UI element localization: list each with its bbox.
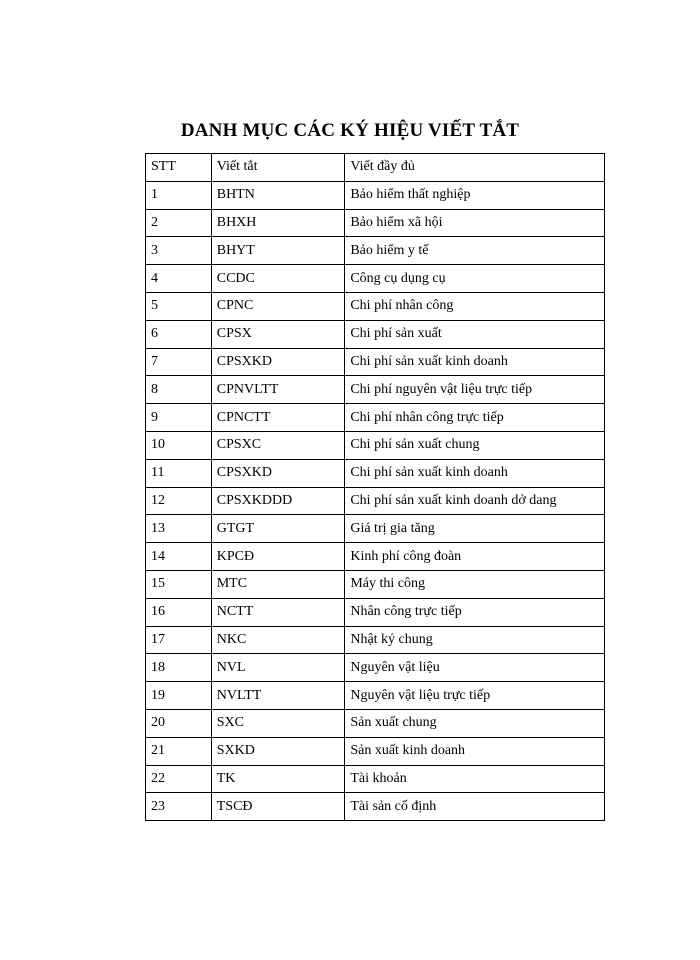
cell-abbreviation: BHXH — [211, 209, 345, 237]
cell-stt: 20 — [146, 709, 212, 737]
cell-abbreviation: CPNCTT — [211, 404, 345, 432]
cell-stt: 10 — [146, 431, 212, 459]
cell-stt: 19 — [146, 682, 212, 710]
abbreviation-table — [145, 153, 605, 821]
table-row — [146, 181, 605, 209]
cell-abbreviation: CPSXKDDD — [211, 487, 345, 515]
table-row — [146, 682, 605, 710]
table-row — [146, 431, 605, 459]
cell-stt: 15 — [146, 570, 212, 598]
cell-full-form: Sản xuất chung — [345, 709, 605, 737]
cell-stt: 7 — [146, 348, 212, 376]
table-row — [146, 793, 605, 821]
cell-abbreviation: SXKD — [211, 737, 345, 765]
cell-full-form: Chi phí nhân công trực tiếp — [345, 404, 605, 432]
cell-abbreviation: KPCĐ — [211, 543, 345, 571]
cell-full-form: Chi phí nguyên vật liệu trực tiếp — [345, 376, 605, 404]
cell-full-form: Chi phí sản xuất chung — [345, 431, 605, 459]
table-header-row — [146, 154, 605, 182]
table-row — [146, 348, 605, 376]
cell-full-form: Nhân công trực tiếp — [345, 598, 605, 626]
table-row — [146, 237, 605, 265]
cell-abbreviation: NVL — [211, 654, 345, 682]
cell-full-form: Chi phí sản xuất kinh doanh dở dang — [345, 487, 605, 515]
cell-full-form: Kinh phí công đoàn — [345, 543, 605, 571]
table-row — [146, 737, 605, 765]
cell-stt: 11 — [146, 459, 212, 487]
cell-stt: 21 — [146, 737, 212, 765]
table-row — [146, 404, 605, 432]
table-row — [146, 320, 605, 348]
cell-full-form: Sản xuất kinh doanh — [345, 737, 605, 765]
cell-full-form: Bảo hiểm y tế — [345, 237, 605, 265]
table-row — [146, 376, 605, 404]
cell-full-form: Nguyên vật liệu trực tiếp — [345, 682, 605, 710]
header-full-form: Viết đầy đủ — [345, 154, 605, 182]
cell-full-form: Nguyên vật liệu — [345, 654, 605, 682]
cell-full-form: Chi phí sản xuất — [345, 320, 605, 348]
cell-full-form: Chi phí sản xuất kinh doanh — [345, 348, 605, 376]
cell-full-form: Nhật ký chung — [345, 626, 605, 654]
cell-full-form: Chi phí sản xuất kinh doanh — [345, 459, 605, 487]
cell-full-form: Chi phí nhân công — [345, 292, 605, 320]
table-row — [146, 765, 605, 793]
cell-abbreviation: GTGT — [211, 515, 345, 543]
cell-abbreviation: CCDC — [211, 265, 345, 293]
table-row — [146, 265, 605, 293]
cell-full-form: Bảo hiểm xã hội — [345, 209, 605, 237]
cell-abbreviation: CPSX — [211, 320, 345, 348]
table-row — [146, 709, 605, 737]
cell-abbreviation: TSCĐ — [211, 793, 345, 821]
cell-stt: 16 — [146, 598, 212, 626]
cell-stt: 13 — [146, 515, 212, 543]
table-row — [146, 292, 605, 320]
cell-stt: 17 — [146, 626, 212, 654]
cell-stt: 9 — [146, 404, 212, 432]
page-title: DANH MỤC CÁC KÝ HIỆU VIẾT TẮT — [180, 120, 520, 141]
cell-full-form: Máy thi công — [345, 570, 605, 598]
cell-stt: 23 — [146, 793, 212, 821]
table-row — [146, 626, 605, 654]
cell-abbreviation: CPSXKD — [211, 348, 345, 376]
cell-stt: 12 — [146, 487, 212, 515]
cell-stt: 1 — [146, 181, 212, 209]
cell-abbreviation: NKC — [211, 626, 345, 654]
cell-stt: 6 — [146, 320, 212, 348]
cell-stt: 8 — [146, 376, 212, 404]
table-row — [146, 515, 605, 543]
cell-abbreviation: CPSXC — [211, 431, 345, 459]
cell-abbreviation: SXC — [211, 709, 345, 737]
cell-stt: 4 — [146, 265, 212, 293]
cell-abbreviation: BHYT — [211, 237, 345, 265]
cell-abbreviation: NVLTT — [211, 682, 345, 710]
table-body — [146, 181, 605, 820]
cell-abbreviation: CPNC — [211, 292, 345, 320]
table-row — [146, 654, 605, 682]
cell-stt: 22 — [146, 765, 212, 793]
cell-abbreviation: CPSXKD — [211, 459, 345, 487]
table-row — [146, 209, 605, 237]
cell-full-form: Giá trị gia tăng — [345, 515, 605, 543]
cell-full-form: Tài sản cố định — [345, 793, 605, 821]
cell-stt: 18 — [146, 654, 212, 682]
table-row — [146, 459, 605, 487]
cell-abbreviation: NCTT — [211, 598, 345, 626]
cell-full-form: Công cụ dụng cụ — [345, 265, 605, 293]
cell-full-form: Tài khoản — [345, 765, 605, 793]
cell-stt: 5 — [146, 292, 212, 320]
table-row — [146, 543, 605, 571]
table-row — [146, 570, 605, 598]
table-row — [146, 598, 605, 626]
header-abbreviation: Viết tắt — [211, 154, 345, 182]
cell-stt: 3 — [146, 237, 212, 265]
cell-stt: 2 — [146, 209, 212, 237]
cell-abbreviation: TK — [211, 765, 345, 793]
cell-abbreviation: MTC — [211, 570, 345, 598]
cell-full-form: Bảo hiểm thất nghiệp — [345, 181, 605, 209]
table-row — [146, 487, 605, 515]
cell-abbreviation: CPNVLTT — [211, 376, 345, 404]
header-stt: STT — [146, 154, 212, 182]
cell-stt: 14 — [146, 543, 212, 571]
cell-abbreviation: BHTN — [211, 181, 345, 209]
